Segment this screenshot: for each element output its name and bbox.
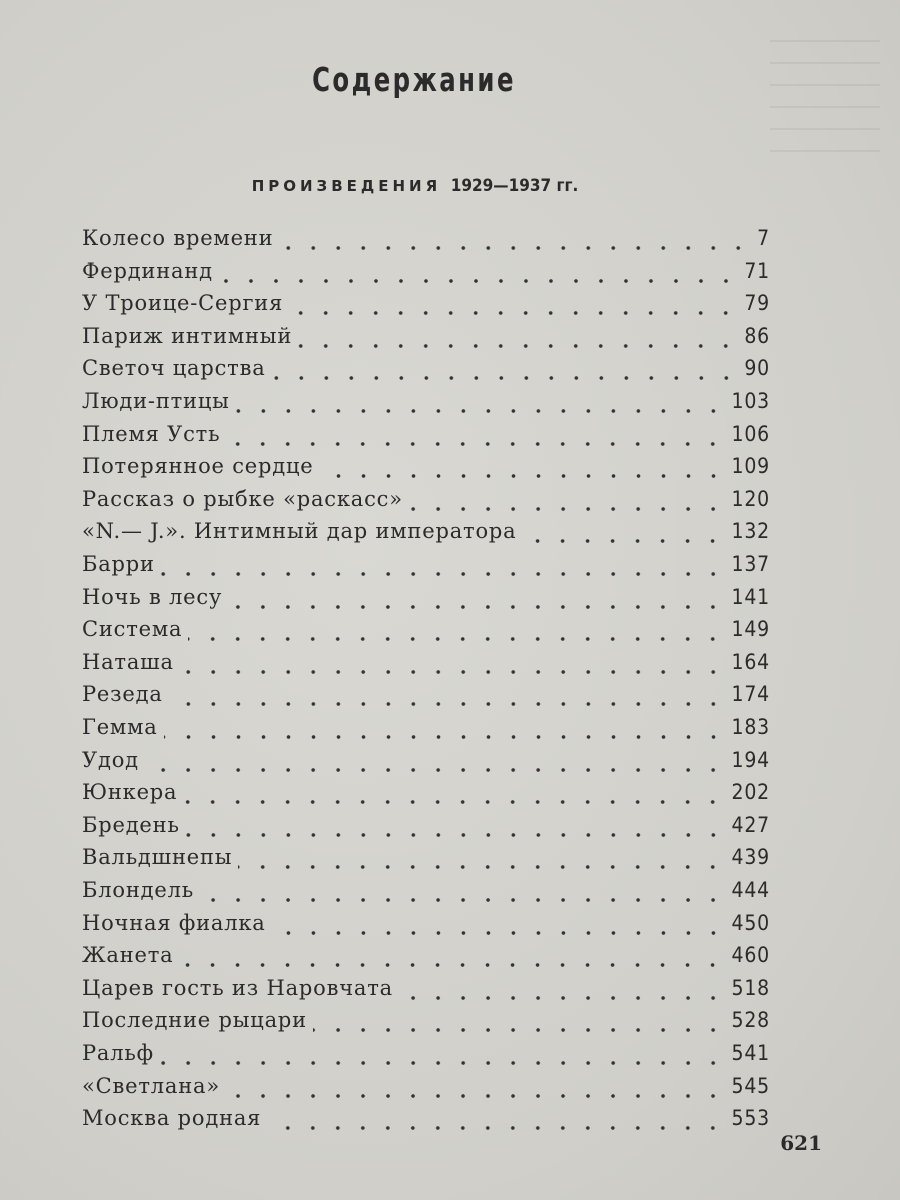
dot-leader [267, 1125, 725, 1131]
toc-entry [82, 422, 770, 454]
toc-entry-page: 439 [731, 845, 770, 870]
dot-leader [160, 1060, 726, 1066]
section-caps: ПРОИЗВЕДЕНИЯ [251, 177, 442, 195]
dot-leader [272, 930, 726, 936]
dot-leader [226, 1093, 726, 1099]
toc-entry-title: «N.— J.». Интимный дар императора [82, 519, 517, 544]
toc-entry-page: 132 [731, 519, 770, 544]
toc-entry-title: Племя Усть [82, 421, 221, 446]
dot-leader [320, 473, 726, 479]
toc-entry [82, 324, 770, 356]
dot-leader [272, 375, 739, 381]
toc-entry [82, 1106, 770, 1138]
page-title: Содержание [312, 60, 516, 99]
toc-entry [82, 259, 770, 291]
toc-entry-page: 109 [731, 454, 770, 479]
toc-entry [82, 682, 770, 714]
toc-entry-page: 79 [744, 291, 770, 316]
toc-entry-title: Ночь в лесу [82, 584, 223, 609]
dot-leader [169, 701, 726, 707]
toc-entry-title: Юнкера [82, 780, 178, 805]
dot-leader [200, 897, 726, 903]
toc-entry [82, 911, 770, 943]
dot-leader [188, 636, 725, 642]
toc-entry-title: Жанета [82, 943, 174, 968]
toc-entry-title: Резеда [82, 682, 163, 707]
section-heading [0, 176, 830, 196]
dot-leader [180, 669, 726, 675]
toc-entry-page: 137 [731, 552, 770, 576]
dot-leader [289, 310, 738, 316]
dot-leader [313, 1027, 726, 1033]
toc-entry-page: 164 [731, 649, 770, 674]
toc-entry [82, 519, 770, 551]
toc-entry-title: Париж интимный [82, 323, 293, 348]
show-through-text [770, 40, 880, 160]
dot-leader [164, 734, 726, 740]
toc-entry [82, 650, 770, 682]
toc-entry [82, 226, 770, 258]
toc-entry [82, 878, 770, 910]
toc-entry-page: 183 [731, 715, 770, 739]
toc-entry-title: Потерянное сердце [82, 454, 314, 479]
toc-entry [82, 780, 770, 812]
toc-entry [82, 813, 770, 845]
dot-leader [236, 408, 726, 414]
toc-entry [82, 617, 770, 649]
toc-entry-page: 553 [731, 1106, 770, 1131]
toc-entry [82, 487, 770, 519]
toc-entry [82, 585, 770, 617]
dot-leader [145, 767, 726, 773]
dot-leader [279, 245, 751, 251]
toc-entry-page: 141 [731, 584, 770, 609]
toc-entry [82, 291, 770, 323]
toc-entry-title: Гемма [82, 715, 158, 739]
dot-leader [522, 538, 725, 544]
page-number: 621 [780, 1131, 822, 1155]
toc-entry-title: Бредень [82, 812, 180, 837]
toc-entry [82, 976, 770, 1008]
toc-entry-page: 545 [731, 1073, 770, 1098]
toc-entry-page: 460 [731, 943, 770, 968]
toc-entry [82, 1041, 770, 1073]
toc-entry-page: 194 [731, 747, 770, 772]
toc-entry-title: Колесо времени [82, 226, 274, 250]
toc-entry-title: Рассказ о рыбке «раскасс» [82, 486, 403, 511]
toc-entry-title: Последние рыцари [82, 1008, 307, 1033]
dot-leader [238, 864, 725, 870]
toc-entry-page: 174 [731, 682, 770, 707]
toc-entry-page: 427 [731, 812, 770, 837]
toc-entry-page: 202 [731, 780, 770, 805]
toc-entry [82, 454, 770, 486]
toc-entry [82, 748, 770, 780]
dot-leader [399, 995, 726, 1001]
toc-entry-title: Наташа [82, 649, 174, 674]
toc-entry [82, 552, 770, 584]
toc-entry-title: Москва родная [82, 1106, 262, 1131]
toc-entry-title: Удод [82, 747, 139, 772]
dot-leader [183, 799, 725, 805]
dot-leader [179, 962, 725, 968]
section-years: 1929—1937 гг. [450, 176, 579, 196]
toc-entry-page: 541 [731, 1041, 770, 1065]
toc-entry [82, 1074, 770, 1106]
toc-entry-page: 90 [744, 356, 770, 381]
toc-entry-page: 120 [731, 486, 770, 511]
toc-entry [82, 943, 770, 975]
toc-entry-page: 149 [731, 617, 770, 642]
toc-entry [82, 389, 770, 421]
toc-entry-page: 106 [731, 421, 770, 446]
dot-leader [228, 604, 725, 610]
toc-entry-page: 444 [731, 878, 770, 902]
toc-entry [82, 715, 770, 747]
toc-entry [82, 845, 770, 877]
toc-entry-title: Барри [82, 552, 155, 576]
dot-leader [219, 278, 738, 284]
toc-entry-title: «Светлана» [82, 1073, 221, 1098]
toc-entry-title: Ночная фиалка [82, 910, 266, 935]
toc-entry-page: 86 [744, 323, 770, 348]
toc-entry-title: Ральф [82, 1041, 154, 1065]
dot-leader [186, 832, 726, 838]
dot-leader [226, 441, 725, 447]
dot-leader [298, 343, 738, 349]
toc-entry [82, 1008, 770, 1040]
toc-entry-title: Вальдшнепы [82, 845, 233, 870]
toc-entry-page: 528 [731, 1008, 770, 1033]
toc-entry-title: Люди-птицы [82, 389, 230, 413]
toc-entry-title: Фердинанд [82, 258, 213, 283]
toc-entry-page: 450 [731, 910, 770, 935]
toc-entry-page: 7 [757, 226, 770, 250]
toc-entry-title: Царев гость из Наровчата [82, 975, 393, 1000]
toc-entry-title: У Троице-Сергия [82, 291, 284, 316]
toc-entry-title: Блондель [82, 878, 194, 902]
toc-entry-page: 71 [744, 258, 770, 283]
toc-entry-title: Светоч царства [82, 356, 266, 381]
toc-entry-title: Система [82, 617, 183, 642]
toc-entry-page: 103 [731, 389, 770, 413]
toc-entry-page: 518 [731, 975, 770, 1000]
dot-leader [409, 506, 726, 512]
toc-entry [82, 356, 770, 388]
dot-leader [161, 571, 726, 577]
